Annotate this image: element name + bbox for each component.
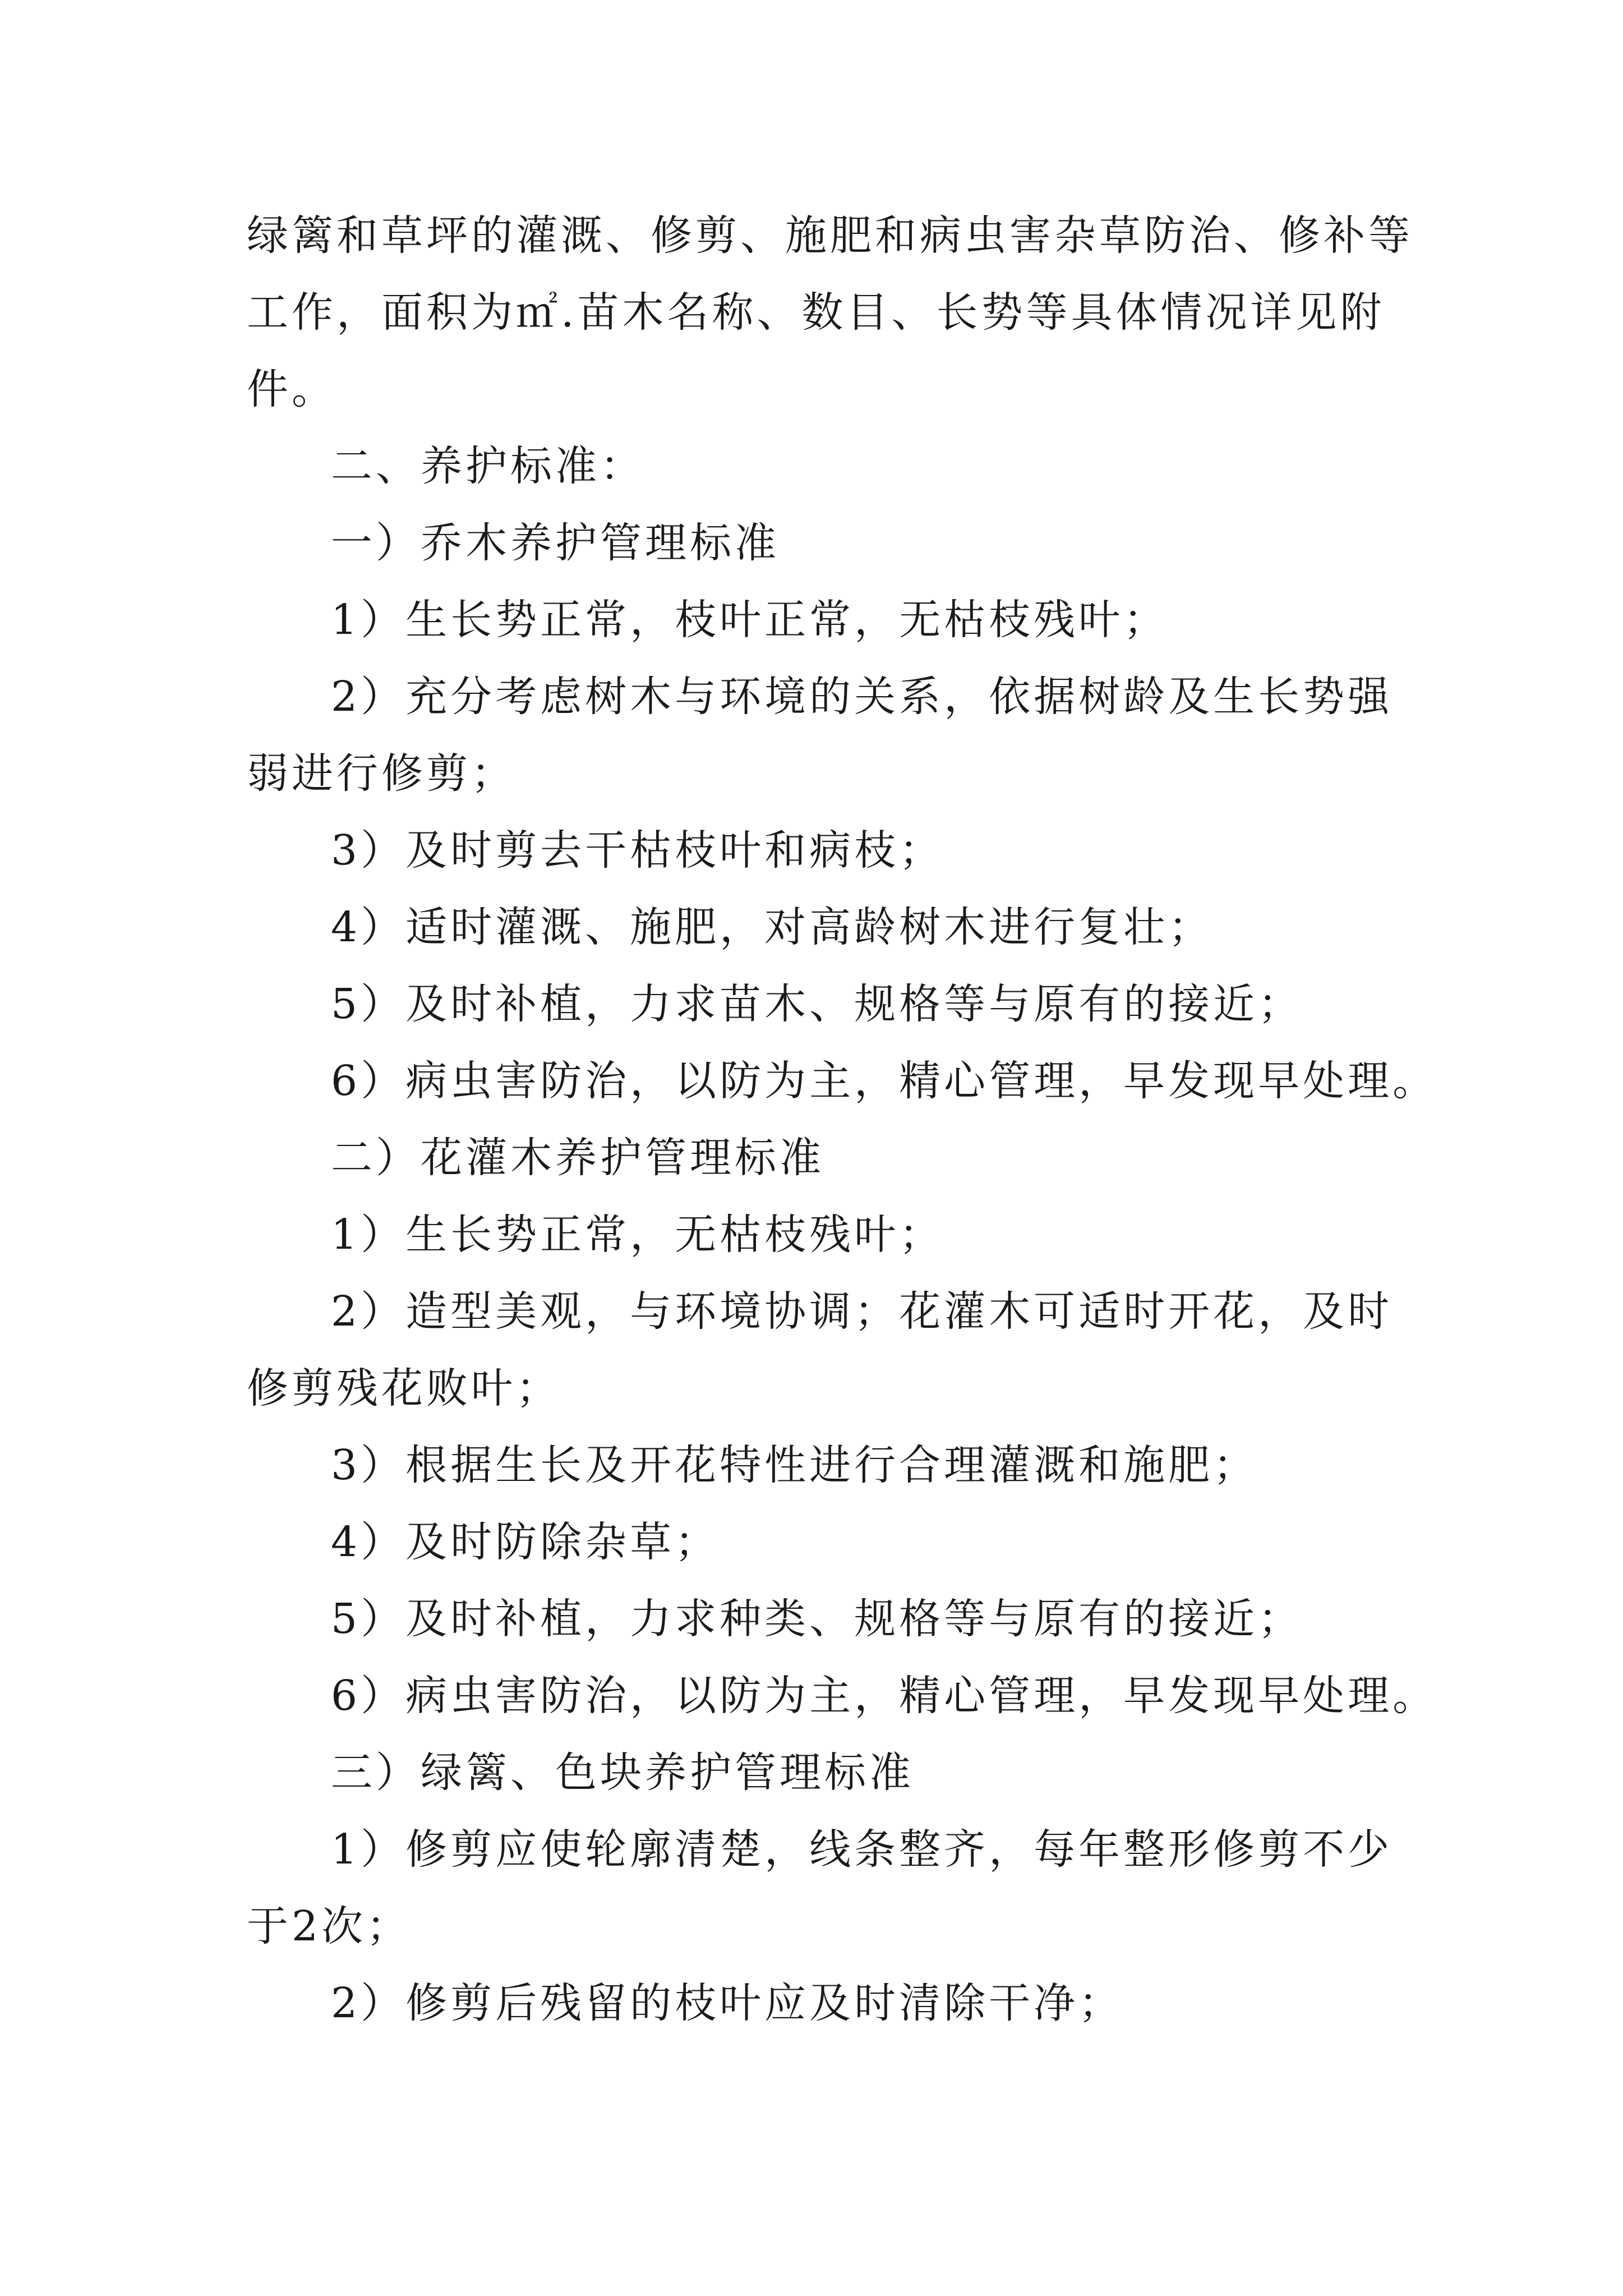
text-line-24: 2）修剪后残留的枝叶应及时清除干净；	[331, 1979, 1124, 2027]
text-line-10: 4）适时灌溉、施肥，对高龄树木进行复壮；	[331, 903, 1214, 951]
text-line-9: 3）及时剪去干枯枝叶和病枝；	[331, 826, 944, 875]
text-line-8: 弱进行修剪；	[247, 749, 516, 798]
text-line-22: 1）修剪应使轮廓清楚，线条整齐，每年整形修剪不少	[331, 1825, 1393, 1874]
text-line-19: 5）及时补植，力求种类、规格等与原有的接近；	[331, 1595, 1303, 1643]
subsection-heading-2: 二）花灌木养护管理标准	[331, 1134, 824, 1182]
text-line-16: 修剪残花败叶；	[247, 1364, 561, 1412]
text-line-3: 件。	[247, 365, 336, 413]
text-line-15: 2）造型美观，与环境协调；花灌木可适时开花，及时	[331, 1287, 1393, 1336]
subsection-heading-3: 三）绿篱、色块养护管理标准	[331, 1749, 914, 1797]
text-line-12: 6）病虫害防治，以防为主，精心管理，早发现早处理。	[331, 1057, 1438, 1105]
subsection-heading-1: 一）乔木养护管理标准	[331, 519, 780, 567]
text-line-20: 6）病虫害防治，以防为主，精心管理，早发现早处理。	[331, 1672, 1438, 1720]
section-heading: 二、养护标准：	[331, 442, 645, 490]
text-line-18: 4）及时防除杂草；	[331, 1518, 720, 1566]
text-line-7: 2）充分考虑树木与环境的关系，依据树龄及生长势强	[331, 673, 1393, 721]
text-line-6: 1）生长势正常，枝叶正常，无枯枝残叶；	[331, 596, 1169, 644]
text-line-11: 5）及时补植，力求苗木、规格等与原有的接近；	[331, 980, 1303, 1028]
text-line-1: 绿篱和草坪的灌溉、修剪、施肥和病虫害杂草防治、修补等	[247, 211, 1413, 260]
text-line-2: 工作，面积为㎡.苗木名称、数目、长势等具体情况详见附	[247, 288, 1385, 337]
text-line-14: 1）生长势正常，无枯枝残叶；	[331, 1211, 944, 1259]
text-line-23: 于2次；	[247, 1902, 412, 1950]
text-line-17: 3）根据生长及开花特性进行合理灌溉和施肥；	[331, 1441, 1258, 1489]
